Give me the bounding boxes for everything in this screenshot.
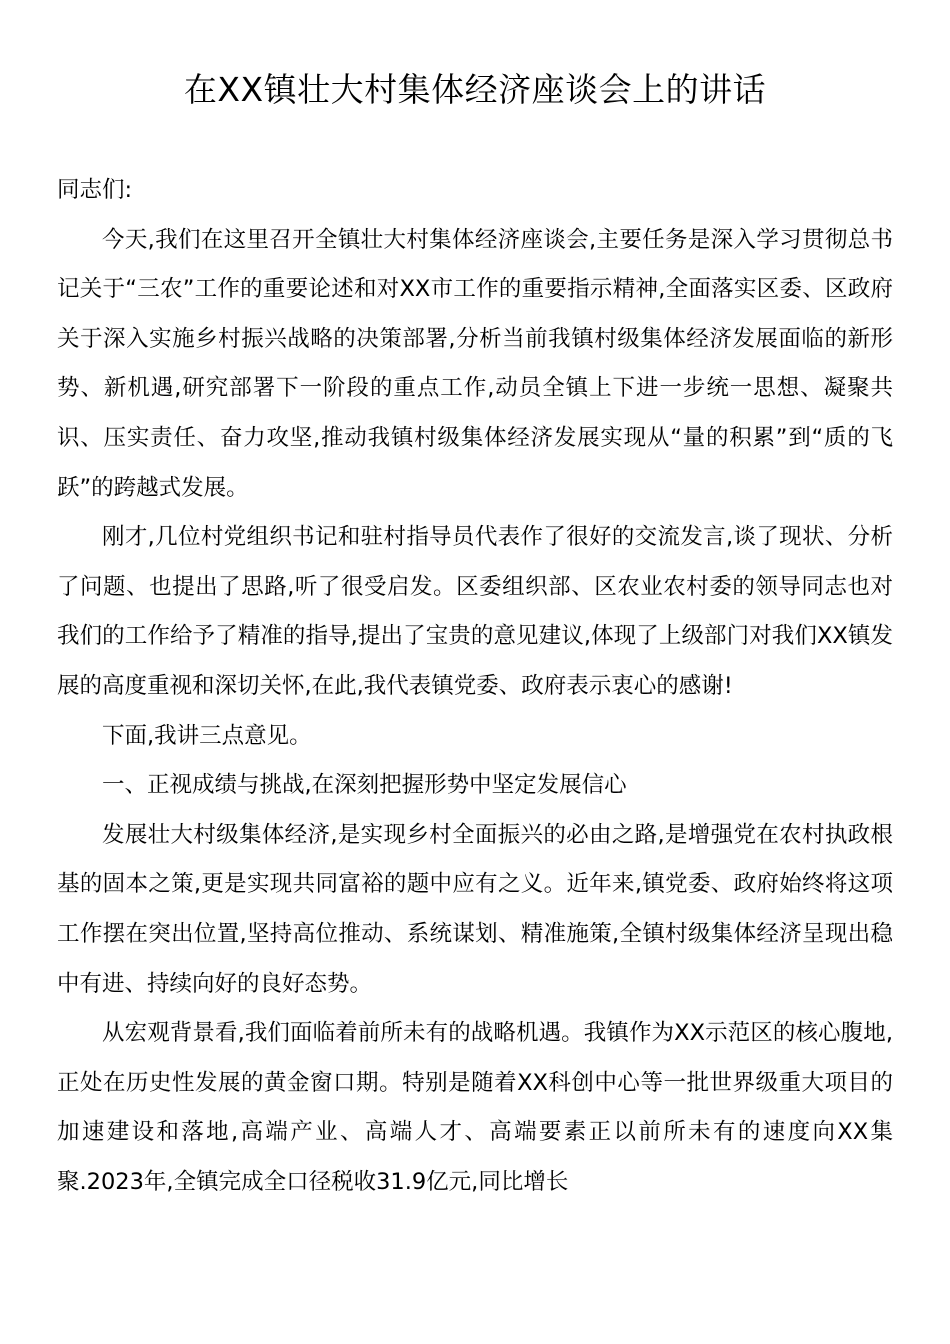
paragraph-acknowledgement: 刚才,几位村党组织书记和驻村指导员代表作了很好的交流发言,谈了现状、分析了问题、也提出了思路,听了很受启发。区委组织部、区农业农村委的领导同志也对我们的工作给予了精准的指导,提出了宝贵的意见建议,体现了上级部门对我们XX镇发展的高度重视和深切关怀,在此,我代表镇党委、政府表示衷心的感谢!: [57, 524, 893, 699]
paragraph-background: 从宏观背景看,我们面临着前所未有的战略机遇。我镇作为XX示范区的核心腹地,正处在历史性发展的黄金窗口期。特别是随着XX科创中心等一批世界级重大项目的加速建设和落地,高端产业、高端人才、高端要素正以前所未有的速度向XX集聚.2023年,全镇完成全口径税收31.9亿元,同比增长: [57, 1020, 893, 1195]
salutation: 同志们:: [57, 177, 133, 203]
paragraph-opening: 今天,我们在这里召开全镇壮大村集体经济座谈会,主要任务是深入学习贯彻总书记关于“三农”工作的重要论述和对XX市工作的重要指示精神,全面落实区委、区政府关于深入实施乡村振兴战略的决策部署,分析当前我镇村级集体经济发展面临的新形势、新机遇,研究部署下一阶段的重点工作,动员全镇上下进一步统一思想、凝聚共识、压实责任、奋力攻坚,推动我镇村级集体经济发展实现从“量的积累”到“质的飞跃”的跨越式发展。: [57, 226, 893, 501]
document-title: 在XX镇壮大村集体经济座谈会上的讲话: [183, 70, 767, 109]
paragraph-significance: 发展壮大村级集体经济,是实现乡村全面振兴的必由之路,是增强党在农村执政根基的固本之策,更是实现共同富裕的题中应有之义。近年来,镇党委、政府始终将这项工作摆在突出位置,坚持高位推动、系统谋划、精准施策,全镇村级集体经济呈现出稳中有进、持续向好的良好态势。: [57, 821, 893, 997]
section-heading-one: 一、正视成绩与挑战,在深刻把握形势中坚定发展信心: [102, 772, 627, 799]
document-body: [57, 166, 893, 1207]
paragraph-outline: 下面,我讲三点意见。: [102, 722, 312, 749]
